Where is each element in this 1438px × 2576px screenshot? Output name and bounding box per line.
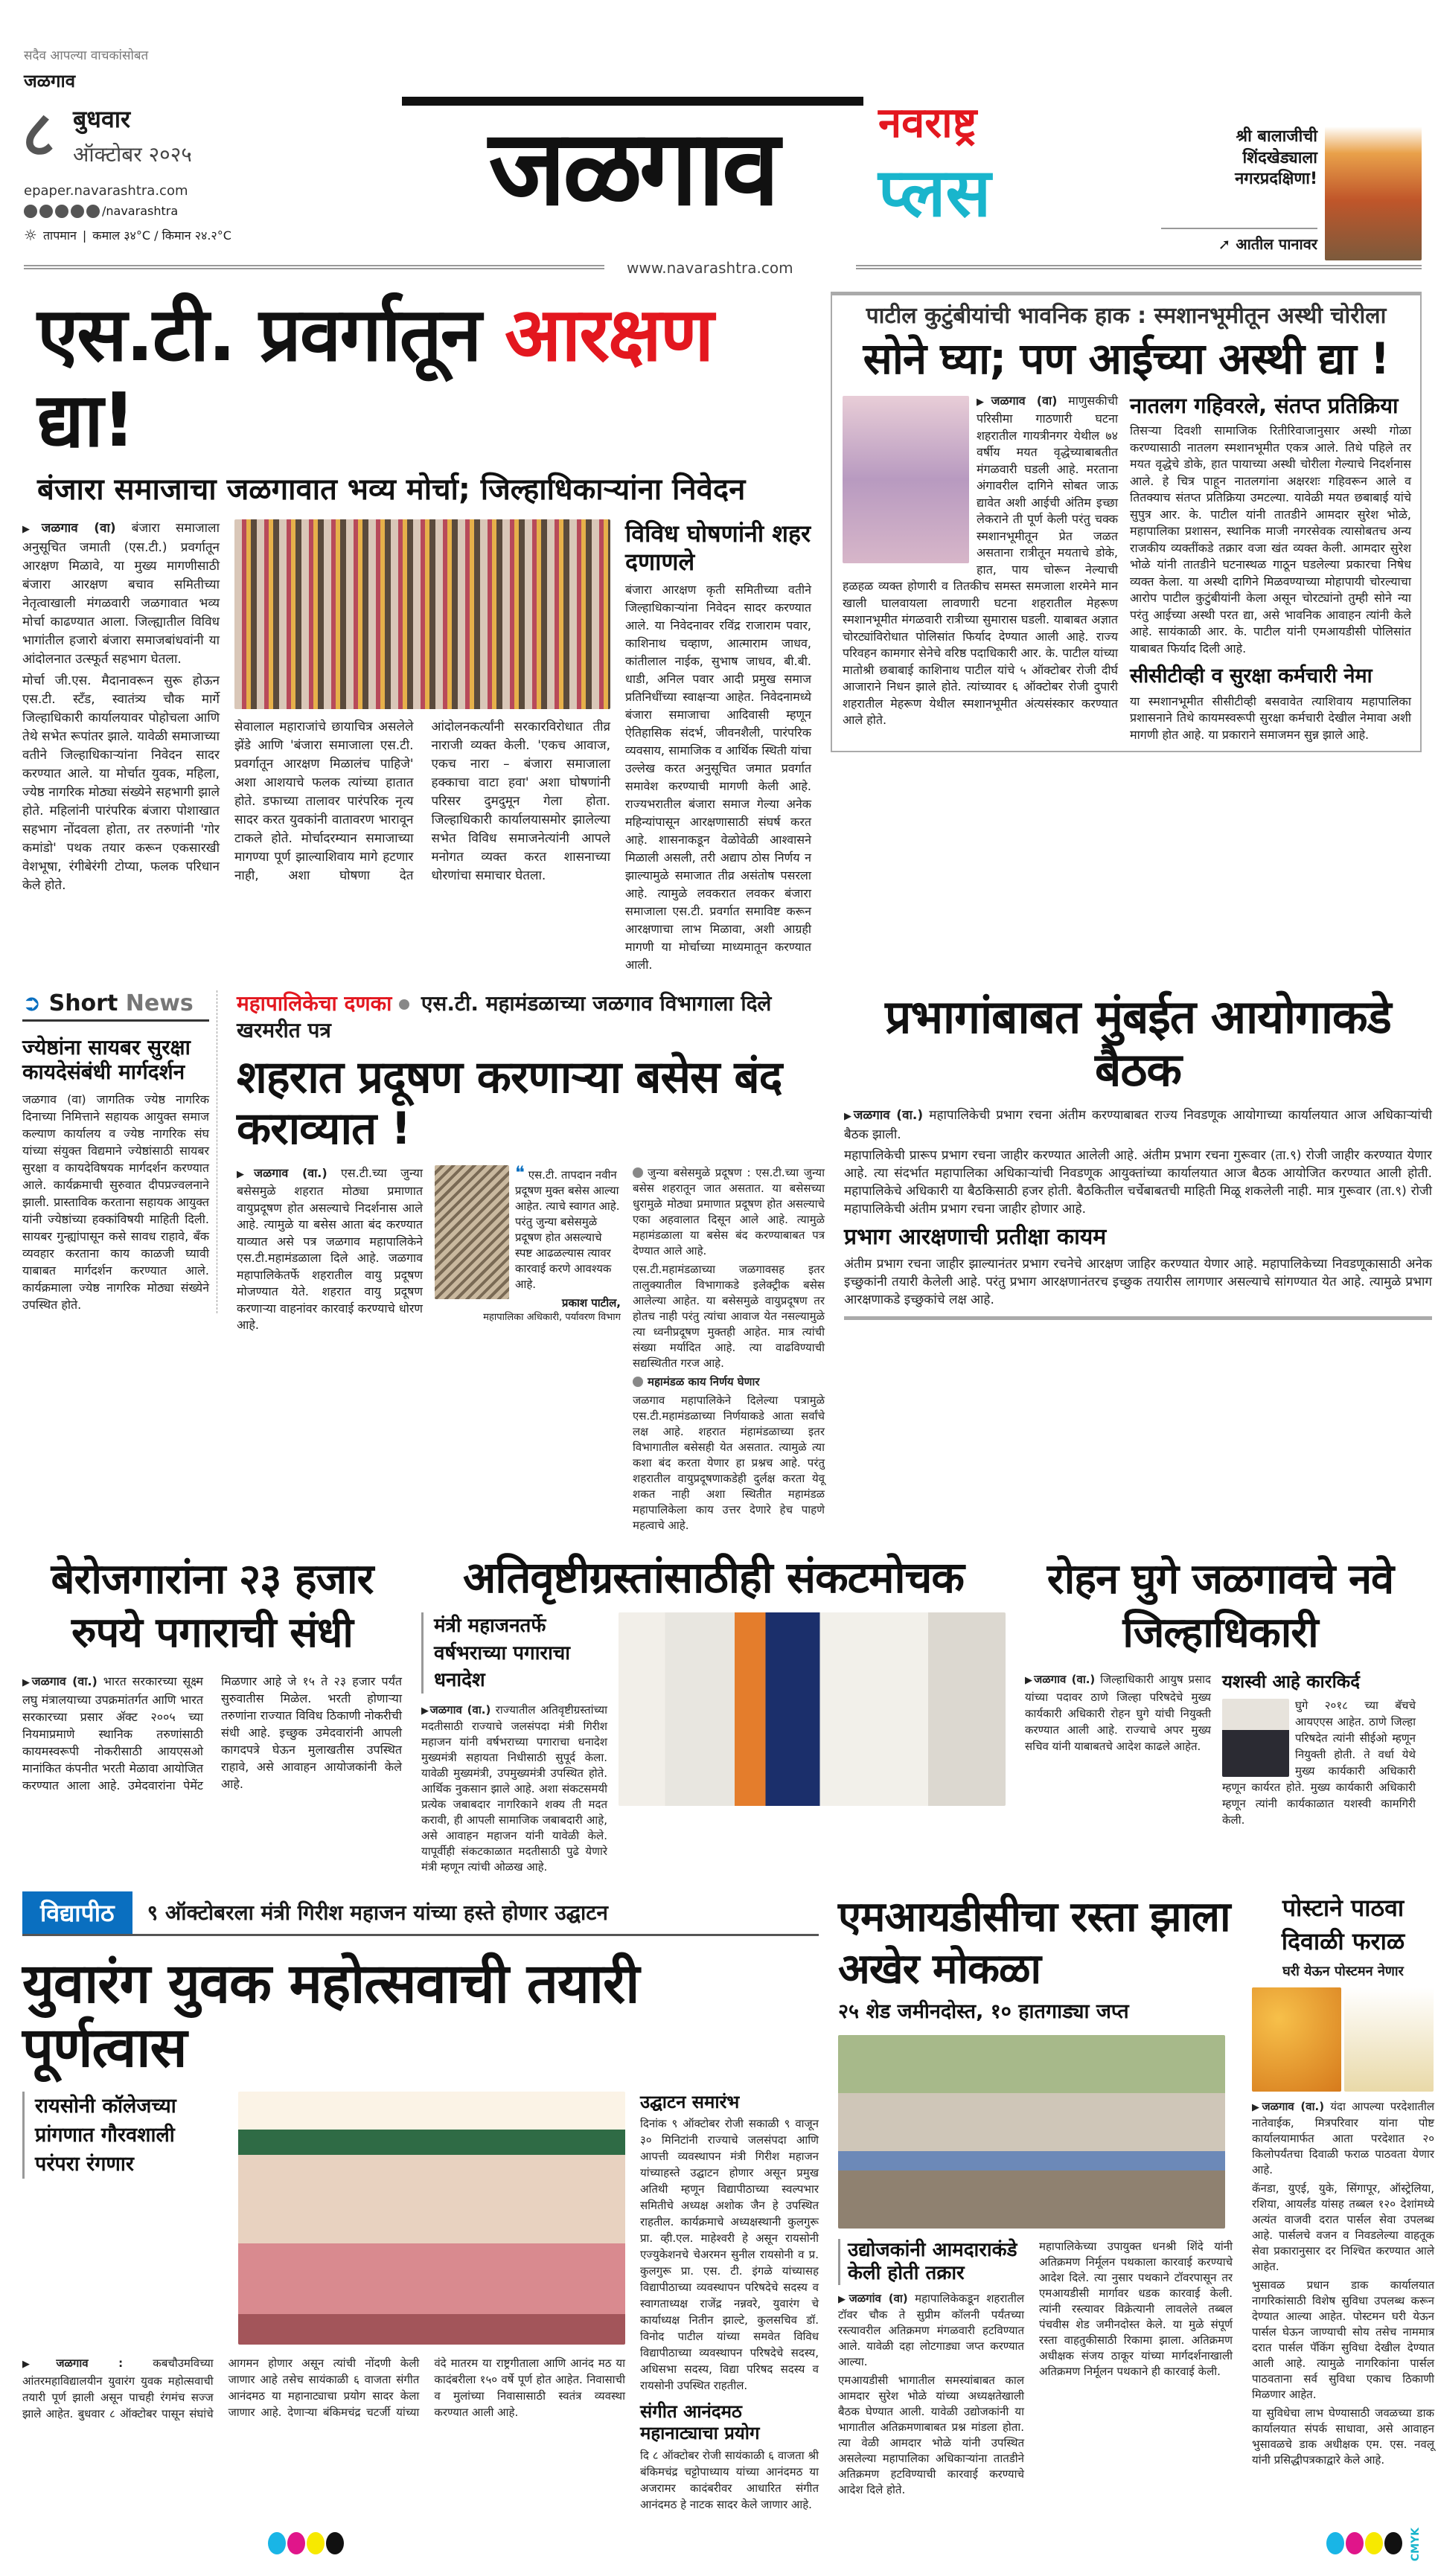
news-label: News [125,990,194,1016]
instagram-icon[interactable] [39,205,53,218]
patil-kicker: पाटील कुटुंबीयांची भावनिक हाक : स्मशानभूमीतून अस्थी चोरीला [866,303,1387,329]
masthead-rule-right [856,265,1422,271]
rohan-ghuge-photo [1222,1699,1289,1777]
patil-headline: सोने घ्या; पण आईच्या अस्थी द्या ! [863,333,1390,384]
flood-headline: अतिवृष्टीग्रस्तांसाठीही संकटमोचक [463,1551,964,1603]
collector-col-2 [1222,1671,1416,1828]
patil-right [1130,393,1411,744]
prabhag-subhead: प्रभाग आरक्षणाची प्रतीक्षा कायम [844,1224,1107,1251]
post-headline: पोस्टाने पाठवा दिवाळी फराळ [1281,1894,1405,1956]
edition: जळगाव [24,71,76,92]
quote-author: प्रकाश पाटील, [561,1295,621,1310]
arrow-icon: ➚ [1218,235,1236,253]
promo-box[interactable] [1161,126,1422,260]
collector-col-1 [1025,1671,1211,1755]
epaper-link[interactable]: epaper.navarashtra.com [24,183,188,199]
row-third [0,1553,1438,1876]
short-news-body: जळगाव (वा) जागतिक ज्येष्ठ नागरिक दिनाच्या निमित्ताने सहायक आयुक्त समाज कल्याण कार्यालय व ज्येष्ठ नागरिक संघ यांच्या संयुक्त विद्यमाने ज्येष्ठांसाठी सायबर सुरक्षा व कायदेविषयक मार्गदर्शन करण्यात आले. कार्यक्रमाची सुरुवात दीपप्रज्वलनाने झाली. प्रास्ताविक करताना सहायक आयुक्त यांनी ज्येष्ठांच्या हक्कांविषयी माहिती दिली. सायबर गुन्ह्यांपासून कसे सावध राहावे, बँक व्यवहार करताना काय काळजी घ्यावी याबाबत मार्गदर्शन करण्यात आले. कार्यक्रमाला ज्येष्ठ नागरिक मोठ्या संख्येने उपस्थित होते. [22,1092,209,1312]
jobs-headline: बेरोजगारांना २३ हजार रुपये पगाराची संधी [51,1554,374,1658]
paragraph: बंजारा समाजाला अनुसूचित जमाती (एस.टी.) प्रवर्गातून आरक्षण मिळावे, या मुख्य मागणीसाठी बंजारा आरक्षण बचाव समितीच्या नेतृत्वाखाली मंगळवारी जळगावात भव्य मोर्चा काढण्यात आला. जिल्ह्यातील विविध भागांतील हजारो बंजारा समाजबांधवांनी या आंदोलनात उत्स्फूर्त सहभाग घेतला. [22,521,220,667]
bus-story [237,990,825,1537]
midc-col-1 [838,2239,1024,2501]
dateline: ▶ जळगाव (वा) [22,521,116,536]
paragraph: एस.टी.च्या जुन्या बसेसमुळे शहरात मोठ्या प्रमाणात वायुप्रदूषण होत असल्याचे निदर्शनास आले आहे. त्यामुळे या बसेस आता बंद करण्यात याव्यात असे पत्र जळगाव महापालिकेने एस.टी.महामंडळाला दिले आहे. जळगाव महापालिकेतर्फे शहरातील वायु प्रदूषण मोजण्यात येते. शहरात वायु प्रदूषण करणाऱ्या वाहनांवर कारवाई करण्याचे धोरण आहे. [237,1165,423,1333]
paragraph: जिल्हाधिकारी आयुष प्रसाद यांच्या पदावर ठाणे जिल्हा परिषदेचे मुख्य कार्यकारी अधिकारी रोहन घुगे यांची नियुक्ती करण्यात आली आहे. राज्याचे अपर मुख्य सचिव यांनी याबाबतचे आदेश काढले आहेत. [1025,1673,1211,1754]
date-day: ८ [22,97,55,170]
row-bottom [0,1891,1438,2513]
youth-side [22,2092,223,2179]
paragraph: कॅनडा, युएई, युके, सिंगापूर, ऑस्ट्रेलिया, रशिया, आयर्लंड यांसह तब्बल १२० देशांमध्ये अत्यंत वाजवी दरात पार्सल सेवा उपलब्ध आहे. पार्सलचे वजन व निवडलेल्या वाहतूक सेवा प्रकारानुसार दर निश्चित करण्यात आले आहेत. [1252,2182,1434,2274]
bus-subhead: महामंडळ काय निर्णय घेणार [648,1374,760,1388]
paragraph: माणुसकीची परिसीमा गाठणारी घटना शहरातील गायत्रीनगर येथील ७४ वर्षीय मयत वृद्धेच्याबाबतीत मंगळवारी घडली आहे. मरताना अंगावरील दागिने सोबत जाऊ द्यावेत अशी आईची अंतिम इच्छा लेकराने ती पूर्ण केली परंतु चक्क स्मशानभूमीतून प्रेत जळत असताना रात्रीतून मयताचे डोके, हात, पाय चोरून नेल्याची हळहळ व्यक्त होणारी व तितकीच समस्त समजाला शरमेने मान खाली घालवायला लावणारी घटना शहरातील मेहरूण स्मशानभूमीत मंगळवारी रात्रीच्या सुमारास घडली. याबाबत अज्ञात चोरट्यांविरोधात पोलिसांत फिर्याद देण्यात आली आहे. राज्य परिवहन कामगार सेनेचे वरिष्ठ पदाधिकारी आर. के. पाटील यांच्या मातोश्री छबाबाई काशिनाथ पाटील यांचे ५ ऑक्टोबर रोजी दीर्घ आजाराने निधन झाले होते. त्यांच्यावर ६ ऑक्टोबर रोजी दुपारी शहरातील मेहरूण येथील स्मशानभूमीत अंत्यसंस्कार करण्यात आले होते. [843,393,1118,728]
paragraph: भारत सरकारच्या सूक्ष्म लघु मंत्रालयाच्या उपक्रमांतर्गत आणि भारत सरकारच्या प्रसार ॲक्ट २००५ च्या नियमाप्रमाणे स्थानिक तरुणांसाठी कायमस्वरूपी नोकरीसाठी आयएसओ मानांकित कंपनीत भरती मेळावा आयोजित करण्यात आला आहे. उमेदवारांना पेमेंट मिळणार आहे जे १५ ते २३ हजार पर्यंत सुरुवातीस मिळेल. भरती होणाऱ्या तरुणांना राज्यात विविध ठिकाणी नोकरीची संधी आहे. इच्छुक उमेदवारांनी आपली कागदपत्रे घेऊन मुलाखतीस उपस्थित राहावे, असे आवाहन आयोजकांनी केले आहे. [22,1674,402,1793]
dateline: ▶ जळगाव (वा.) [421,1703,490,1717]
paragraph: जुन्या बसेसमुळे प्रदूषण : एस.टी.च्या जुन्या बसेस शहरातून जात असतात. या बसेसच्या धुरामुळे मोठ्या प्रमाणात प्रदूषण होत असल्याचे एका अहवालात दिसून आले आहे. त्यामुळे महामंडळाला या बसेस बंद करण्याबाबत पत्र देण्यात आले आहे. [633,1165,825,1257]
logo-plus: प्लस [878,154,991,232]
short-news-label [22,990,209,1022]
paragraph: यंदा आपल्या परदेशातील नातेवाईक, मित्रपरिवार यांना पोष्ट कार्यालयामार्फत आता परदेशात २० किलोपर्यंतचा दिवाळी फराळ पाठवता येणार आहे. [1252,2100,1435,2177]
section-tag: विद्यापीठ [22,1891,132,1934]
registration-marks-right [1326,2532,1404,2557]
bus-headline: शहरात प्रदूषण करणाऱ्या बसेस बंद कराव्यात ! [237,1051,782,1155]
temp-label: तापमान [42,228,77,243]
paragraph: मोर्चा जी.एस. मैदानावरून सुरू होऊन एस.टी. स्टँड, स्वातंत्र्य चौक मार्गे जिल्हाधिकारी कार्यालयावर पोहोचला आणि तेथे सभेत रूपांतर झाले. यावेळी समाजाच्या वतीने जिल्हाधिकाऱ्यांना निवेदन सादर करण्यात आले. या मोर्चात युवक, महिला, ज्येष्ठ नागरिक मोठ्या संख्येने सहभागी झाले होते. महिलांनी पारंपरिक बंजारा पोशाखात सहभाग नोंदवला होता, तर तरुणांनी 'गोर कमांडो' पथक तयार करून एकसारखी वेशभूषा, रंगीबेरंगी टोप्या, फलक परिधान केले होते. [22,673,220,893]
bullet-icon [399,999,409,1010]
jobs-story [22,1553,402,1795]
prabhag-headline: प्रभागांबाबत मुंबईत आयोगाकडे बैठक [885,989,1391,1098]
social-handle: /navarashtra [102,204,179,218]
arrow-circle-icon: ➲ [22,990,42,1016]
quote-text: एस.टी. तापदान नवीन प्रदूषण मुक्त बसेस आल्या आहेत. त्याचे स्वागत आहे. परंतु जुन्या बसेसमुळे प्रदूषण होत असल्याचे स्पष्ट आढळल्यास त्यावर कारवाई करणे आवश्यक आहे. [515,1167,620,1291]
facebook-icon[interactable] [24,205,37,218]
dateline: ▶ जळगाव (वा.) [844,1108,923,1123]
lead-headline [22,292,811,463]
lead-col-1 [22,519,220,898]
building-photo [435,1165,509,1299]
youth-right [640,2092,819,2513]
print-footer [0,2513,1438,2576]
patil-left [843,393,1118,729]
flood-body [421,1702,607,1875]
bullet-icon [633,1167,643,1178]
collector-story [1025,1553,1416,1828]
weekday: बुधवार [73,105,131,133]
prabhag-story [844,990,1432,1321]
paragraph: दिनांक ९ ऑक्टोबर रोजी सकाळी ९ वाजून ३० मिनिटांनी राज्याचे जलसंपदा आणि आपत्ती व्यवस्थापन मंत्री गिरीश महाजन यांच्याहस्ते उद्घाटन होणार असून प्रमुख अतिथी म्हणून विद्यापीठाच्या स्वल्पभार समितीचे अध्यक्ष अशोक जैन हे उपस्थित राहतील. कार्यक्रमाचे अध्यक्षस्थानी कुलगुरू प्रा. व्ही.एल. माहेश्वरी हे असून रायसोनी एज्युकेशनचे चेअरमन सुनील रायसोनी व प्र. कुलगुरू प्रा. एस. टी. इंगळे यांच्यासह विद्यापीठाच्या व्यवस्थापन परिषदेचे सदस्य व स्वागताध्यक्ष राजेंद्र नन्नवरे, युवारंग चे कार्याध्यक्ष नितीन झाल्टे, कुलसचिव डॉ. विनोद पाटील यांच्या समवेत विविध विद्यापीठाच्या व्यवस्थापन परिषदेचे सदस्य, अधिसभा सदस्य, विद्या परिषद सदस्य व रायसोनी उपस्थित राहतील. [640,2117,819,2393]
flood-side [421,1612,607,1694]
weather-icon: ☼ [24,226,37,244]
short-label: Short [48,990,118,1016]
row-second [0,990,1438,1537]
paragraph: दि ८ ऑक्टोबर रोजी सायंकाळी ६ वाजता श्री बंकिमचंद्र चट्टोपाध्याय यांच्या आनंदमठ या अजरामर कादंबरीवर आधारित संगीत आनंदमठ हे नाटक सादर केले जाणार आहे. [640,2449,819,2511]
paragraph: घुगे २०१८ च्या बॅचचे आयएएस आहेत. ठाणे जिल्हा परिषदेत त्यांनी सीईओ म्हणून नियुक्ती होती. ते वर्धा येथे मुख्य कार्यकारी अधिकारी म्हणून कार्यरत होते. मुख्य कार्यकारी अधिकारी म्हणून त्यांनी कार्यकाळात यशस्वी कामगिरी केली. [1222,1698,1416,1827]
collector-headline: रोहन घुगे जळगावचे नवे जिल्हाधिकारी [1046,1554,1394,1658]
registration-marks-left [268,2532,345,2557]
post-story [1252,1891,1434,2471]
midc-headline: एमआयडीसीचा रस्ता झाला अखेर मोकळा [838,1893,1230,1994]
promo-author-text: आतील पानावर [1236,235,1317,253]
postman-illustration [1344,1987,1434,2092]
bus-middle [435,1162,621,1324]
promo-title: श्री बालाजीची शिंदखेड्याला नगरप्रदक्षिणा! [1235,127,1317,189]
stage-photo [238,2092,625,2345]
lead-subhead: बंजारा समाजाचा जळगावात भव्य मोर्चा; जिल्हाधिकाऱ्यांना निवेदन [37,472,746,507]
sweets-photo [1252,1987,1341,2092]
patil-subhead-2: सीसीटीव्ही व सुरक्षा कर्मचारी नेमा [1130,664,1373,688]
lead-headline-part: एस.टी. प्रवर्गातून [37,291,505,378]
paragraph: महापालिकेची प्रारूप प्रभाग रचना जाहीर करण्यात आलेली आहे. अंतीम प्रभाग रचना गुरूवार (ता.९) रोजी जाहीर करण्यात येणार आहे. त्या संदर्भात महापालिका अधिकाऱ्यांची निवडणूक आयुक्तांच्या कार्यालयात आज बैठक आयोजित करण्यात आली होती. महापालिकेचे अधिकारी या बैठकिसाठी हजर होती. बैठकितील चर्चेबाबतची माहिती मिळू शकलेली नाही. मात्र गुरूवार (ता.९) रोजी महापालिकेची अंतीम प्रभाग रचना जाहीर होणार आहे. [844,1148,1432,1217]
encroachment-removal-photo [838,2035,1225,2229]
dateline: ▶ जळगांव (वा) [838,2292,908,2305]
paragraph: या स्मशानभूमीत सीसीटीव्ही बसवावेत त्याशिवाय महापालिका प्रशासनाने तिथे कायमस्वरूपी सुरक्षा कर्मचारी देखील नेमावा अशी मागणी होत आहे. या प्रकाराने समाजमन सुन्न झाले आहे. [1130,693,1411,742]
paragraph: तिसऱ्या दिवशी सामाजिक रितीरिवाजानुसार अस्थी गोळा करण्यासाठी नातलग स्मशानभूमीत एकत्र आले. तिथे पहिले तर मयत वृद्धेचे डोके, हात पायाच्या अस्थी चोरीला गेल्याचे निदर्शनास आले. हे चित्र पाहून नातलगांना अक्षरशः गहिवरून आले व तितक्याच संतप्त प्रतिक्रिया उमटल्या. यावेळी मयत छबाबाई यांचे सुपुत्र आर. के. पाटील यांनी तातडीने आमदार सुरेश भोळे, महापालिका प्रशासन, स्थानिक माजी नगरसेवक त्यासोबतच अन्य राजकीय व्यक्तींकडे तक्रार वजा खंत व्यक्त केली. आमदार सुरेश भोळे यांनी तातडीने घटनास्थळ गाठून घडलेल्या प्रकारचा निषेध व्यक्त केला. या अस्थी दागिने मिळवण्याच्या मोहापायी चोरल्याचा आरोप पाटील कुटुंबीयांनी केला असून चोरट्यांनो तुम्ही सोने न्या परंतु आईच्या अस्थी परत द्या, असे भावनिक आवाहन त्यांनी केले आहे. सायंकाळी आर. के. पाटील यांनी एमआयडीसी पोलिसांत याबाबत फिर्याद दिली आहे. [1130,423,1411,656]
divider [844,1316,1432,1320]
lead-headline-highlight: आरक्षण [505,291,713,378]
dateline: ▶ जळगाव (वा) [977,394,1057,408]
bus-kicker-text: एस.टी. महामंडळाच्या जळगाव विभागाला दिले खरमरीत पत्र [237,990,772,1043]
lead-side [625,519,811,974]
post-subhead: घरी येऊन पोस्टमन नेणार [1282,1964,1404,1980]
dateline: ▶ जळगाव (वा.) [1025,1673,1095,1686]
youth-subhead-1: उद्घाटन समारंभ [640,2091,740,2112]
collector-subhead: यशस्वी आहे कारकिर्द [1222,1671,1360,1693]
dateline: ▶ जळगाव (वा.) [22,1674,98,1688]
paragraph: या सुविधेचा लाभ घेण्यासाठी जवळच्या डाक कार्यालयात संपर्क साधावा, असे आवाहन भुसावळचे डाक अधीक्षक एम. एस. नवलू यांनी प्रसिद्धीपत्रकाद्वारे केले आहे. [1252,2406,1434,2467]
bus-kicker-red: महापालिकेचा दणका [237,990,392,1016]
youth-story [22,1891,819,2513]
patil-story [831,292,1422,752]
flood-side-headline: मंत्री महाजनतर्फे वर्षभराच्या पगाराचा धनादेश [434,1615,571,1692]
x-icon[interactable] [55,205,68,218]
patil-subhead-1: नातलग गहिवरले, संतप्त प्रतिक्रिया [1130,392,1399,418]
side-headline: विविध घोषणांनी शहर दणाणले [625,519,811,577]
youtube-icon[interactable] [71,205,84,218]
row-top [0,292,1438,974]
paragraph: भुसावळ प्रधान डाक कार्यालयात नागरिकांसाठी विशेष सुविधा उपलब्ध करून देण्यात आल्या आहेत. पोस्टमन घरी येऊन पार्सल घेऊन जाण्याची सोय तसेच नाममात्र दरात पार्सल पॅकिंग सुविधा देखील देण्यात आली आहे. त्यामुळे नागरिकांना पार्सल पाठवताना सर्व सुविधा एकाच ठिकाणी मिळणार आहेत. [1252,2278,1434,2402]
quote-icon: ❝ [515,1162,525,1183]
youth-kicker: ९ ऑक्टोबरला मंत्री गिरीश महाजन यांच्या हस्ते होणार उद्घाटन [147,1900,608,1925]
temperature: कमाल ३४°C / किमान २४.२°C [92,228,231,243]
tagline: सदैव आपल्या वाचकांसोबत [24,48,149,63]
promo-chariot-photo [1325,126,1422,260]
dateline: ▶ जळगाव (वा.) [1252,2100,1324,2113]
rally-crowd-photo [234,519,610,709]
ministers-group-photo [619,1612,1006,1806]
midc-col-2: महापालिकेच्या उपायुक्त धनश्री शिंदे यांनी अतिक्रमण निर्मूलन पथकाला कारवाई करण्याचे आदेश दिले. त्या नुसार पथकाने टॉवरपासून तर एमआयडीसी मार्गावर धडक कारवाई केली. त्यांनी रस्त्यावर विक्रेत्यानी लावलेले तब्बल पंचवीस शेड जमीनदोस्त केले. या मुळे संपूर्ण रस्ता वाहतुकीसाठी रिकामा झाला. अतिक्रमण अधीक्षक संजय ठाकूर यांच्या मार्गदर्शनाखाली अतिक्रमण निर्मूलन पथकाने ही कारवाई केली. [1039,2239,1233,2378]
paragraph: एस.टी.महामंडळाच्या जळगावसह इतर तालुक्यातील विभागाकडे इलेक्ट्रीक बसेस आलेल्या आहेत. या बसेसमुळे वायुप्रदूषण तर होतच नाही परंतु त्यांचा आवाज येत नसल्यामुळे त्या ध्वनीप्रदूषण मुक्तही आहेत. मात्र त्यांची संख्या मर्यादित आहे. त्या वाढविण्याची सद्यस्थितीत गरज आहे. [633,1262,825,1370]
short-news-headline: ज्येष्ठांना सायबर सुरक्षा कायदेसंबंधी मार्गदर्शन [22,1034,191,1085]
paragraph: सेवालाल महाराजांचे छायाचित्र असलेले झेंडे आणि 'बंजारा समाजाला एस.टी. प्रवर्गातून आरक्षण मिळालंच पाहिजे' अशा आशयाचे फलक त्यांच्या हातात होते. डफाच्या तालावर पारंपरिक नृत्य सादर करत युवकांनी वातावरण भारावून टाकले होते. मोर्चादरम्यान समाजाच्या मागण्या पूर्ण झाल्याशिवाय मागे हटणार नाही, अशा घोषणा देत आंदोलनकर्त्यांनी सरकारविरोधात तीव्र नाराजी व्यक्त केली. 'एकच आवाज, एकच नारा – बंजारा समाजाला हक्काचा वाटा हवा' अशा घोषणांनी परिसर दुमदुमून गेला होता. जिल्हाधिकारी कार्यालयासमोर झालेल्या सभेत विविध समाजनेत्यांनी आपले मनोगत व्यक्त करत शासनाच्या धोरणांचा समाचार घेतला. [234,720,610,883]
paragraph: महापालिकेकडून शहरातील टॉवर चौक ते सुप्रीम कॉलनी पर्यंतच्या रस्त्यावरील अतिक्रमण मंगळवारी हटविण्यात आले. यावेळी दहा लोटगाड्या जप्त करण्यात आल्या. [838,2292,1024,2369]
deceased-woman-photo [843,396,969,563]
midc-story [838,1891,1233,2501]
logo-brand: नवराष्ट्र [878,99,977,147]
masthead-rule-left [24,265,604,271]
paragraph: जळगाव महापालिकेने दिलेल्या पत्रामुळे एस.टी.महामंडळाच्या निर्णयाकडे आता सर्वांचे लक्ष आहे. शहरात मंहामंडळाच्या इतर विभागातील बसेसही येत असतात. त्यामुळे त्या कशा बंद करता येणार हा प्रश्नच आहे. परंतु शहरातील वायुप्रदूषणाकडेही दुर्लक्ष करता येवू शकत नाही अशा स्थितीत महामंडळ महापालिकेला काय उत्तर देणारे हेच पाहणे महत्वाचे आहे. [633,1393,825,1532]
dateline: ▶ जळगाव : [22,2356,123,2370]
month-year: ऑक्टोबर २०२५ [73,142,192,167]
youth-headline: युवारंग युवक महोत्सवाची तयारी पूर्णत्वास [22,1952,639,2080]
youth-kicker-bar [22,1891,819,1936]
masthead [0,0,1438,283]
bus-col-3 [633,1165,825,1537]
lead-col-2 [234,718,610,887]
youth-subhead-2: संगीत आनंदमठ महानाट्याचा प्रयोग [640,2401,760,2444]
flood-story [421,1553,1006,1876]
lead-story [22,292,811,974]
dateline: ▶ जळगाव (वा.) [237,1166,327,1180]
cmyk-label: CMYK [1410,2528,1422,2562]
social-links[interactable] [24,204,178,218]
short-news [22,990,217,1313]
promo-author [1161,228,1317,254]
paragraph: महापालिकेची प्रभाग रचना अंतीम करण्याबाबत राज्य निवडणूक आयोगाच्या कार्यालयात आज अधिकाऱ्यांची बैठक झाली. [844,1108,1433,1143]
youth-side-headline: रायसोनी कॉलेजच्या प्रांगणात गौरवशाली परंपरा रंगणार [35,2094,176,2176]
bus-kicker [237,990,825,1045]
bus-col-1 [237,1165,423,1334]
paragraph: एमआयडीसी भागातील समस्यांबाबत काल आमदार सुरेश भोळे यांच्या अध्यक्षतेखाली बैठक घेण्यात आली. यावेळी उद्योजकांनी या भागातील अतिक्रमणाबाबत प्रश्न मांडला होता. त्या वेळी आमदार भोळे यांनी उपस्थित असलेल्या महापालिका अधिकाऱ्यांना तातडीने अतिक्रमण हटविण्याची कारवाई करण्याचे आदेश दिले होते. [838,2374,1024,2497]
bullet-icon [633,1377,643,1387]
side-body: बंजारा आरक्षण कृती समितीच्या वतीने जिल्हाधिकाऱ्यांना निवेदन सादर करण्यात आले. या निवेदनावर रविंद्र राजाराम पवार, काशिनाथ चव्हाण, आत्माराम जाधव, कांतीलाल नाईक, सुभाष जाधव, बी.बी. धाडी, अनिल पवार आदी प्रमुख समाज प्रतिनिधींच्या स्वाक्षऱ्या आहेत. निवेदनामध्ये बंजारा समाजाचा आदिवासी म्हणून ऐतिहासिक संदर्भ, जीवनशैली, पारंपरिक व्यवसाय, सामाजिक व आर्थिक स्थिती यांचा उल्लेख करत अनुसूचित जमात प्रवर्गात समावेश करण्याची मागणी केली आहे. राज्यभरातील बंजारा समाज गेल्या अनेक महिन्यांपासून आरक्षणासाठी संघर्ष करत आहे. शासनाकडून वेळोवेळी आश्वासने मिळाली असली, तरी अद्याप ठोस निर्णय न झाल्यामुळे समाजात तीव्र असंतोष पसरला आहे. त्यामुळे लवकरात लवकर बंजारा समाजाला एस.टी. प्रवर्गात समाविष्ट करून आरक्षणाचा लाभ मिळावा, अशी आग्रही मागणी या मोर्चाच्या माध्यमातून करण्यात आली. [625,582,811,972]
paragraph: कबचौउमविच्या आंतरमहाविद्यालयीन युवारंग युवक महोत्सवाची तयारी पूर्ण झाली असून पाचही रंगमंच सज्ज झाले आहेत. बुधवार ८ ऑक्टोबर पासून संघांचे आगमन होणार असून त्यांची नोंदणी केली जाणार आहे तसेच सायंकाळी ६ वाजता संगीत आनंदमठ या महानाट्याचा प्रयोग सादर केला जाणार आहे. देणाऱ्या बंकिमचंद्र चटर्जी यांच्या वंदे मातरम या राष्ट्रगीताला आणि आनंद मठ या कादंबरीला १५० वर्षे पूर्ण होत आहेत. निवासाची व मुलांच्या निवासासाठी स्वतंत्र व्यवस्था करण्यात आली आहे. [22,2356,625,2420]
linkedin-icon[interactable] [86,205,100,218]
website[interactable]: www.navarashtra.com [627,259,793,277]
weather: ☼ तापमान | कमाल ३४°C / किमान २४.२°C [24,226,231,244]
lead-headline-part: द्या! [37,377,135,464]
paragraph: अंतीम प्रभाग रचना जाहीर झाल्यानंतर प्रभाग रचनेचे आरक्षण जाहिर करण्यात येणार आहे. महापालिकेच्या निवडणूकासाठी अनेक इच्छुकांनी तयारी केलेली आहे. परंतु प्रभाग आरक्षणानंतरच इच्छुक तयारीस लागणार असल्याचे सांगण्यात येत आहे. त्यामुळे प्रभाग आरक्षणाकडे इच्छुकांचे लक्ष आहे. [844,1257,1432,1308]
midc-side-headline: उद्योजकांनी आमदाराकंडे केली होती तक्रार [838,2239,1024,2285]
paragraph: राज्यातील अतिवृष्टीग्रस्तांच्या मदतीसाठी राज्याचे जलसंपदा मंत्री गिरीश महाजन यांनी वर्षभराच्या पगाराचा धनादेश मुख्यमंत्री सहायता निधीसाठी सुपूर्द केला. यावेळी मुख्यमंत्री, उपमुख्यमंत्री उपस्थित होते. आर्थिक नुकसान झाले आहे. अशा संकटसमयी प्रत्येक जबाबदार नागरिकाने शक्य ती मदत करावी, ही आपली सामाजिक जबाबदारी आहे, असे आवाहन महाजन यांनी यावेळी केले. यापूर्वीही संकटकाळात मदतीसाठी पुढे येणारे मंत्री म्हणून त्यांची ओळख आहे. [421,1703,607,1874]
quote-role: महापालिका अधिकारी, पर्यावरण विभाग [483,1311,621,1323]
youth-body [22,2355,625,2422]
logo-main: जळगाव [402,97,863,238]
midc-subhead: २५ शेड जमीनदोस्त, १० हातगाड्या जप्त [838,2000,1129,2024]
